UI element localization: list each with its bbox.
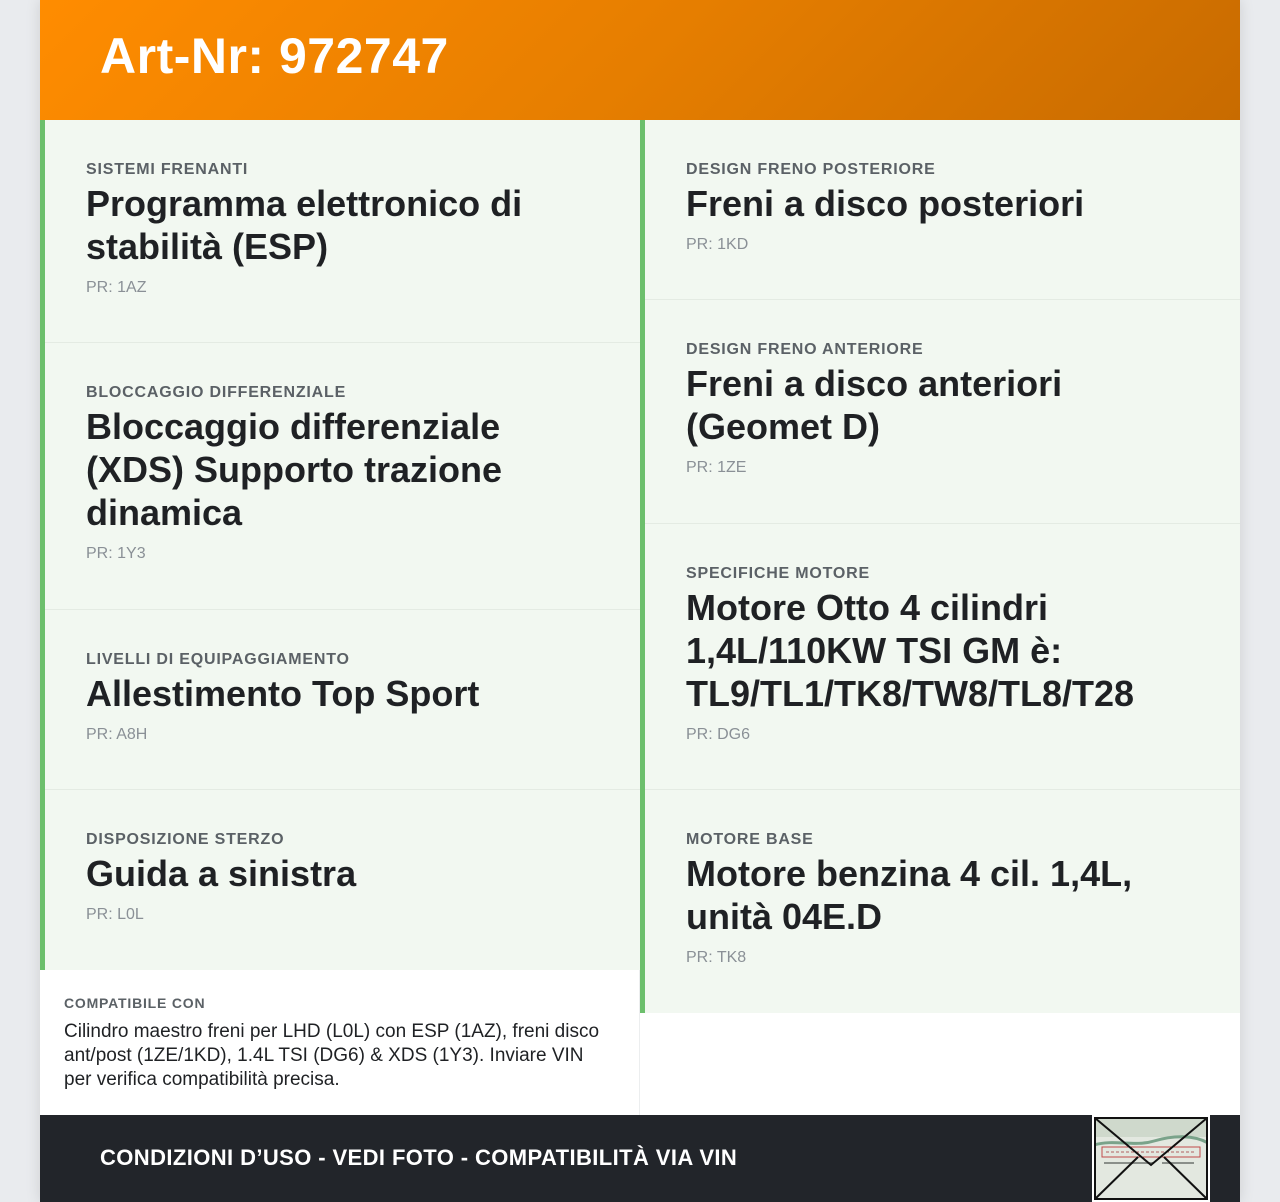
listing-page xyxy=(40,0,1240,1202)
spec-pr-code: PR: DG6 xyxy=(686,726,751,743)
spec-card-engine-spec xyxy=(640,524,1240,790)
spec-pr-code: PR: 1ZE xyxy=(686,459,747,476)
spec-label: DISPOSIZIONE STERZO xyxy=(86,831,285,848)
spec-value: Motore Otto 4 cilindri 1,4L/110KW TSI GM è: TL9/TL1/TK8/TW8/TL8/T28 xyxy=(686,587,1135,714)
spec-card-rear-brake xyxy=(640,120,1240,300)
spec-value: Bloccaggio differenziale (XDS) Supporto trazione dinamica xyxy=(86,406,502,533)
spec-card-steering xyxy=(40,790,640,970)
spec-value: Allestimento Top Sport xyxy=(86,673,480,714)
spec-label: SPECIFICHE MOTORE xyxy=(686,565,870,582)
article-number-title: Art-Nr: 972747 xyxy=(100,28,449,84)
spec-pr-code: PR: 1KD xyxy=(686,236,749,253)
spec-card-base-engine xyxy=(640,790,1240,1013)
spec-value: Guida a sinistra xyxy=(86,853,357,894)
label-photo-thumbnail[interactable] xyxy=(1092,1115,1210,1202)
spec-value: Motore benzina 4 cil. 1,4L, unità 04E.D xyxy=(686,853,1133,937)
compatibility-text: Cilindro maestro freni per LHD (L0L) con ESP (1AZ), freni disco ant/post (1ZE/1KD), 1.4L TSI (DG6) & XDS (1Y3). Inviare VIN per verifica compatibilità precisa. xyxy=(64,1021,600,1090)
spec-pr-code: PR: A8H xyxy=(86,726,148,743)
spec-card-equipment-level xyxy=(40,610,640,790)
footer-bar xyxy=(40,1115,1240,1202)
spec-label: LIVELLI DI EQUIPAGGIAMENTO xyxy=(86,651,350,668)
spec-pr-code: PR: TK8 xyxy=(686,949,747,966)
envelope-photo-icon xyxy=(1094,1117,1208,1200)
spec-card-differential-lock xyxy=(40,343,640,610)
compatibility-box xyxy=(40,970,640,1115)
spec-label: DESIGN FRENO ANTERIORE xyxy=(686,341,924,358)
spec-value: Freni a disco posteriori xyxy=(686,183,1085,224)
spec-pr-code: PR: L0L xyxy=(86,906,144,923)
spec-card-braking-systems xyxy=(40,120,640,343)
header-banner xyxy=(40,0,1240,120)
spec-card-front-brake xyxy=(640,300,1240,524)
spec-pr-code: PR: 1Y3 xyxy=(86,545,146,562)
spec-label: MOTORE BASE xyxy=(686,831,814,848)
spec-value: Freni a disco anteriori (Geomet D) xyxy=(686,363,1063,447)
spec-label: DESIGN FRENO POSTERIORE xyxy=(686,161,936,178)
compatibility-label: COMPATIBILE CON xyxy=(64,995,206,1011)
spec-label: BLOCCAGGIO DIFFERENZIALE xyxy=(86,384,347,401)
footer-links[interactable]: CONDIZIONI D’USO - VEDI FOTO - COMPATIBILITÀ VIA VIN xyxy=(100,1145,738,1170)
spec-value: Programma elettronico di stabilità (ESP) xyxy=(86,183,523,267)
spec-pr-code: PR: 1AZ xyxy=(86,279,147,296)
spec-label: SISTEMI FRENANTI xyxy=(86,161,249,178)
